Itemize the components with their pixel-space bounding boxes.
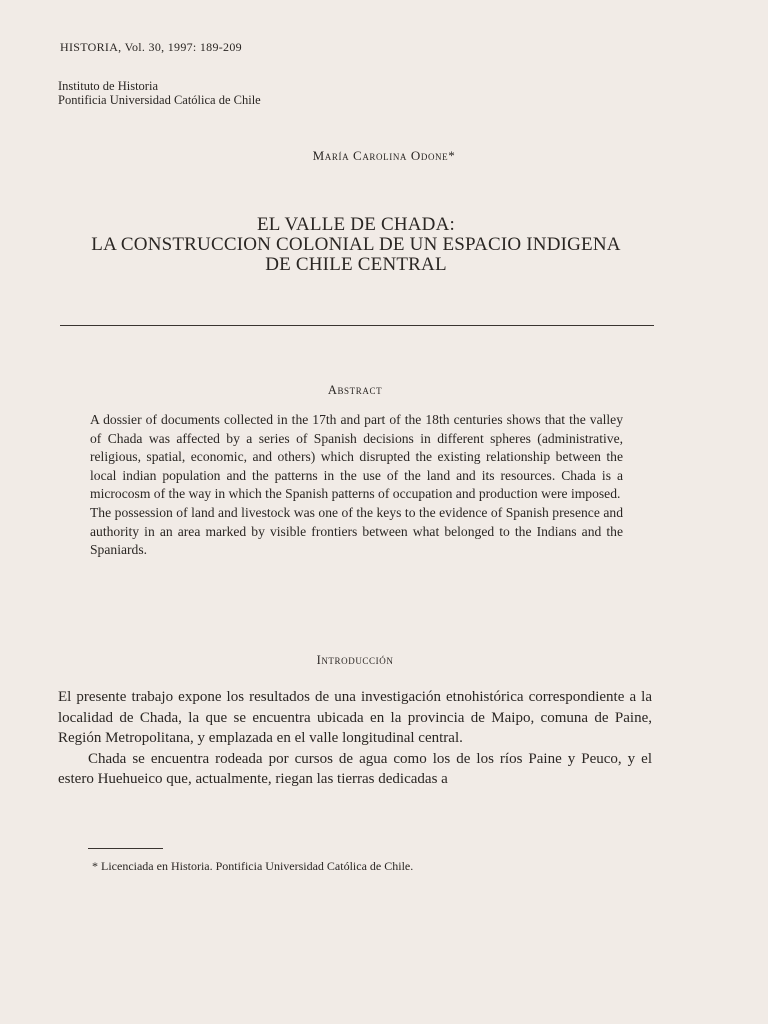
title-line-1: EL VALLE DE CHADA: (257, 214, 455, 235)
abstract-paragraph: The possession of land and livestock was one of the keys to the evidence of Spanish presence and authority in an area marked by visible frontiers between what belonged to the Indians and the Spaniards. (90, 504, 623, 558)
journal-citation: HISTORIA, Vol. 30, 1997: 189-209 (60, 40, 242, 54)
abstract-heading: Abstract (327, 383, 383, 397)
title-divider (60, 325, 654, 326)
footnote: * Licenciada en Historia. Pontificia Universidad Católica de Chile. (92, 859, 414, 873)
abstract-paragraph: A dossier of documents collected in the 17th and part of the 18th centuries shows that the valley of Chada was affected by a series of Spanish decisions in different spheres (administrative, religious, spatial, economic, and others) which disrupted the existing relationship between the local indian population and the patterns in the use of the land and its resources. Chada is a microcosm of the way in which the Spanish patterns of occupation and production were imposed. (90, 412, 623, 502)
body-paragraph: Chada se encuentra rodeada por cursos de agua como los de los ríos Paine y Peuco, y el estero Huehueico que, actualmente, riegan las tierras dedicadas a (58, 750, 652, 787)
affiliation-line-university: Pontificia Universidad Católica de Chile (58, 93, 261, 107)
introduction-body (58, 687, 652, 790)
title-line-3: DE CHILE CENTRAL (265, 254, 447, 275)
author-affiliation (58, 79, 261, 107)
article-title (0, 215, 712, 275)
affiliation-line-institute: Instituto de Historia (58, 79, 158, 93)
introduction-heading: Introducción (316, 653, 394, 667)
abstract-body (90, 411, 623, 560)
title-line-2: LA CONSTRUCCION COLONIAL DE UN ESPACIO INDIGENA (91, 234, 621, 255)
footnote-divider (88, 848, 163, 849)
body-paragraph: El presente trabajo expone los resultados de una investigación etnohistórica correspondiente a la localidad de Chada, la que se encuentra ubicada en la provincia de Maipo, comuna de Paine, Región Metropolitana, y emplazada en el valle longitudinal central. (58, 689, 652, 746)
author-name: María Carolina Odone* (312, 148, 456, 163)
